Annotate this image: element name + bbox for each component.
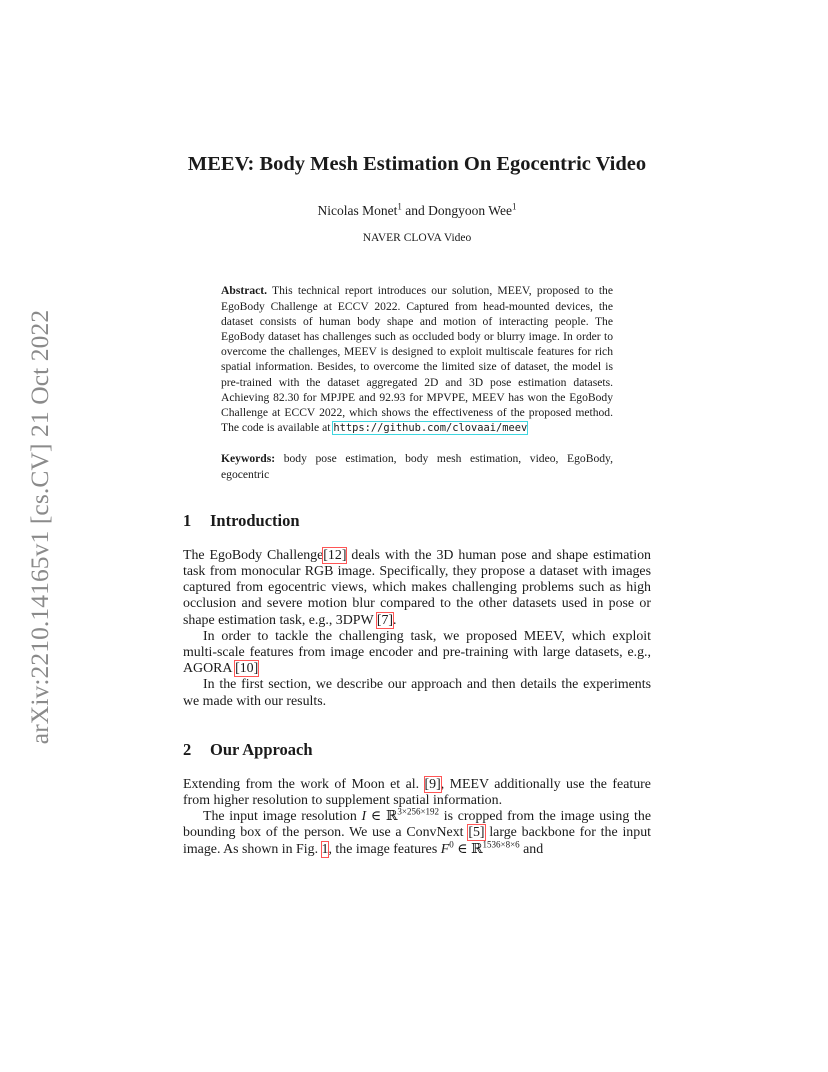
section-title: Introduction	[210, 510, 300, 530]
paragraph	[183, 629, 651, 678]
keywords-label: Keywords:	[221, 452, 276, 466]
math-variable: F	[440, 841, 450, 857]
section-number: 1	[183, 510, 192, 530]
text-run: The EgoBody Challenge	[183, 547, 324, 563]
abstract-label: Abstract.	[221, 284, 268, 298]
affiliation-mark: 1	[397, 201, 402, 212]
paper-title: MEEV: Body Mesh Estimation On Egocentric Video	[187, 153, 647, 175]
math-symbol: ∈ ℝ	[366, 809, 398, 825]
author-name: Nicolas Monet	[317, 203, 398, 218]
abstract-text: This technical report introduces our solution, MEEV, proposed to the EgoBody Challenge at ECCV 2022. Captured from head-mounted devices, the dataset consists of human body shape and motion of interacting people. The EgoBody dataset has challenges such as occluded body or blurry image. In order to overcome the challenges, MEEV is designed to exploit multiscale features for rich spatial information. Besides, to overcome the limited size of dataset, the model is pre-trained with the dataset aggregated 2D and 3D pose estimation datasets. Achieving 82.30 for MPJPE and 92.93 for MPVPE, MEEV has won the EgoBody Challenge at ECCV 2022, which shows the effectiveness of the proposed method. The code is available at	[221, 284, 613, 435]
math-symbol: ∈ ℝ	[453, 841, 483, 857]
affiliation: NAVER CLOVA Video	[362, 232, 472, 245]
affiliation-mark: 1	[511, 201, 517, 212]
citation-link[interactable]: [7]	[376, 612, 394, 628]
citation-link[interactable]: [12]	[323, 547, 347, 563]
paragraph: In the first section, we describe our approach and then details the experiments we made with our results.	[183, 677, 651, 709]
math-superscript: 0	[449, 839, 454, 850]
citation-link[interactable]: [9]	[424, 776, 441, 792]
section-number: 2	[183, 739, 192, 759]
math-superscript: 3×256×192	[397, 806, 440, 817]
text-run: deals with the 3D human pose and shape estimation task from monocular RGB image. Specifically, they propose a dataset with images captured from egocentric views, which makes challenging problems such as high occlusion and severe motion blur compared to the other datasets used in pose or shape estimation task, e.g., 3DPW	[183, 547, 651, 628]
section-heading	[183, 512, 651, 530]
author-line	[183, 203, 651, 219]
paper-page	[183, 150, 651, 858]
paragraph	[183, 548, 651, 629]
text-run: Extending from the work of Moon et al.	[183, 776, 425, 792]
author-connector: and	[401, 203, 429, 218]
text-run: The input image resolution	[203, 809, 362, 825]
text-run: and	[519, 841, 544, 857]
author-name: Dongyoon Wee	[428, 203, 512, 218]
citation-link[interactable]: [5]	[468, 825, 485, 841]
text-run: , the image features	[328, 841, 441, 857]
arxiv-identifier: arXiv:2210.14165v1 [cs.CV] 21 Oct 2022	[25, 309, 54, 745]
abstract	[221, 283, 613, 436]
code-link[interactable]: https://github.com/clovaai/meev	[333, 422, 528, 435]
text-run: In order to tackle the challenging task, we proposed MEEV, which exploit multi-scale features from image encoder and pre-training with large datasets, e.g., AGORA	[183, 628, 651, 677]
section-heading	[183, 741, 651, 759]
paragraph	[183, 806, 651, 858]
figure-link[interactable]: 1	[321, 841, 329, 857]
math-superscript: 1536×8×6	[482, 839, 520, 850]
keywords-text: body pose estimation, body mesh estimation, video, EgoBody, egocentric	[221, 452, 613, 481]
keywords	[221, 451, 613, 481]
text-run: .	[393, 612, 397, 628]
paragraph	[183, 777, 651, 809]
citation-link[interactable]: [10]	[235, 661, 259, 677]
text-run: , MEEV additionally use the feature from higher resolution to supplement spatial information.	[183, 776, 651, 809]
text-run: is cropped from the image using the bounding box of the person. We use a ConvNext	[183, 809, 651, 841]
text-run: large backbone for the input image. As shown in Fig.	[183, 825, 651, 857]
section-title: Our Approach	[210, 739, 313, 759]
math-variable: I	[361, 809, 367, 825]
